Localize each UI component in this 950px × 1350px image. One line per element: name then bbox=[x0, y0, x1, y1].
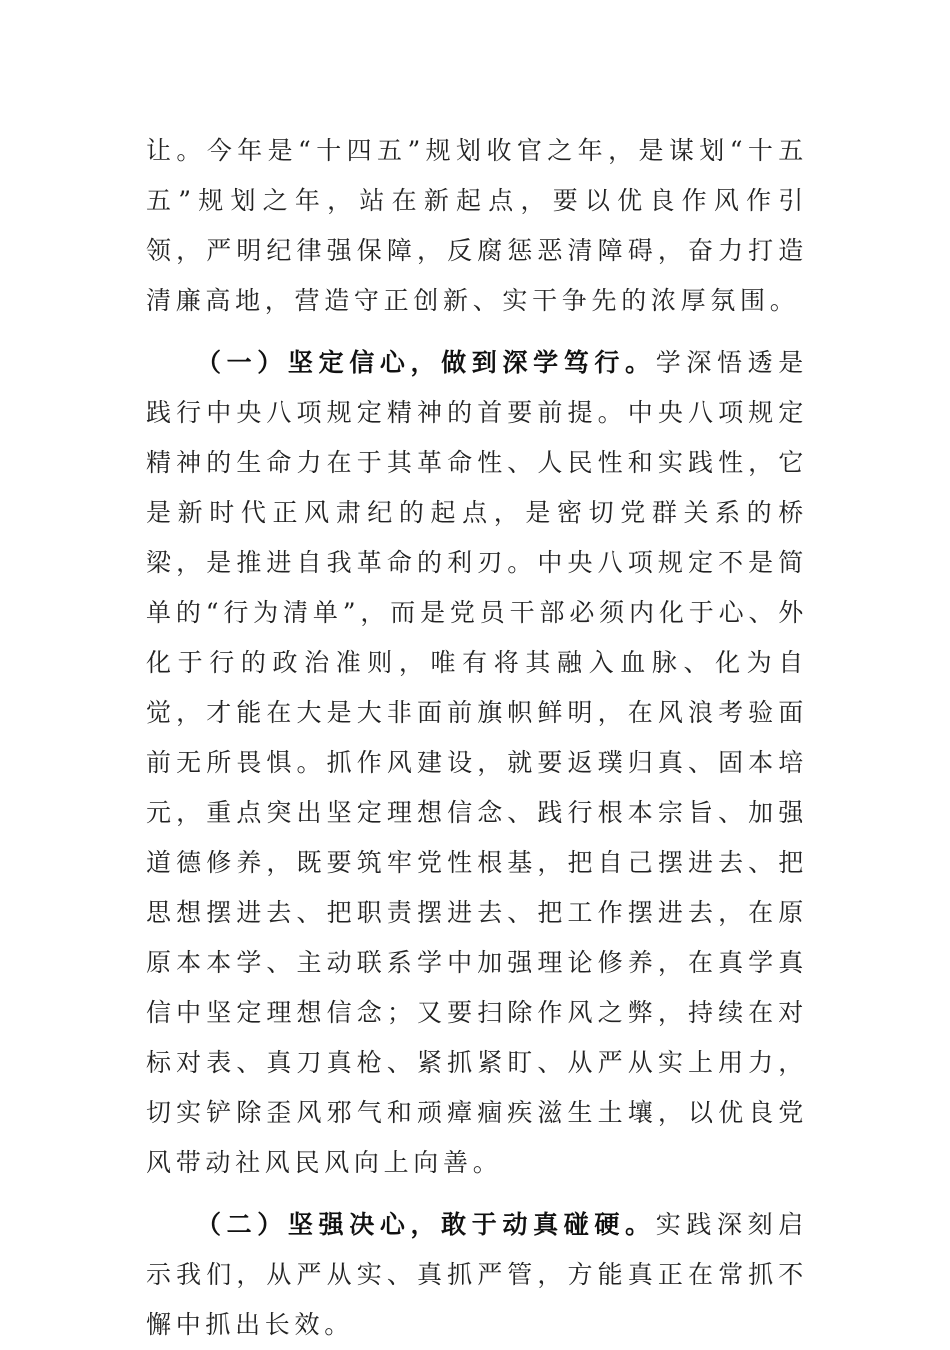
paragraph-text: 让。今年是“十四五”规划收官之年，是谋划“十五五”规划之年，站在新起点，要以优良作风作引领，严明纪律强保障，反腐惩恶清障碍，奋力打造清廉高地，营造守正创新、实干争先的浓厚氛围。 bbox=[146, 136, 808, 315]
section-heading: （二）坚强决心，敢于动真碰硬。 bbox=[196, 1210, 656, 1239]
section-heading: （一）坚定信心，做到深学笃行。 bbox=[196, 348, 656, 377]
paragraph-intro bbox=[146, 126, 808, 326]
paragraph-text: 学深悟透是践行中央八项规定精神的首要前提。中央八项规定精神的生命力在于其革命性、人民性和实践性，它是新时代正风肃纪的起点，是密切党群关系的桥梁，是推进自我革命的利刃。中央八项规定不是简单的“行为清单”，而是党员干部必须内化于心、外化于行的政治准则，唯有将其融入血脉、化为自觉，才能在大是大非面前旗帜鲜明，在风浪考验面前无所畏惧。抓作风建设，就要返璞归真、固本培元，重点突出坚定理想信念、践行根本宗旨、加强道德修养，既要筑牢党性根基，把自己摆进去、把思想摆进去、把职责摆进去、把工作摆进去，在原原本本学、主动联系学中加强理论修养，在真学真信中坚定理想信念；又要扫除作风之弊，持续在对标对表、真刀真枪、紧抓紧盯、从严从实上用力，切实铲除歪风邪气和顽瘴痼疾滋生土壤，以优良党风带动社风民风向上向善。 bbox=[146, 348, 808, 1177]
paragraph-section-1 bbox=[146, 338, 808, 1188]
document-body bbox=[146, 126, 808, 1350]
paragraph-text: 实践深刻启示我们，从严从实、真抓严管，方能真正在常抓不懈中抓出长效。 bbox=[146, 1210, 808, 1339]
paragraph-section-2 bbox=[146, 1200, 808, 1350]
